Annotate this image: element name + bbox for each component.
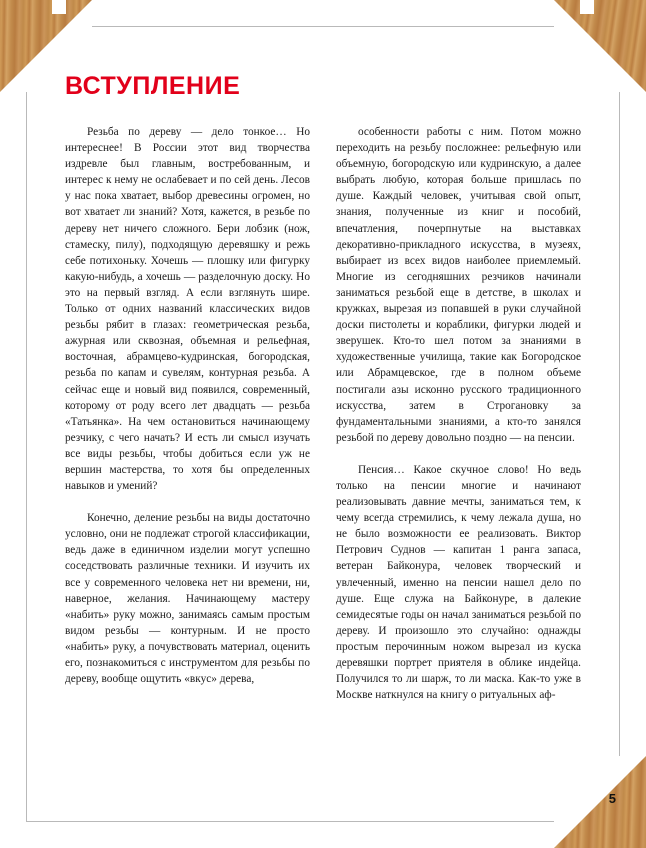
column-left [65,124,310,703]
corner-notch-top-left [52,0,66,14]
page-number: 5 [608,791,616,806]
paragraph: Пенсия… Какое скучное слово! Но ведь только на пенсии многие и начинают реализовывать давние мечты, заниматься тем, к чему всегда стремились, к чему лежала душа, но не было возможности ее реализовать. Виктор Петрович Суднов — капитан 1 ранга запаса, ветеран Байконура, человек творческий и увлеченный, именно на пенсии нашел дело по душе. Еще служа на Байконуре, в далекие семидесятые годы он начал заниматься резьбой по дереву. И произошло это случайно: однажды простым перочинным ножом вырезал из куска деревяшки портрет приятеля в облике индейца. Получился то ли шарж, то ли маска. Как-то уже в Москве наткнулся на книгу о ритуальных аф- [336,463,581,702]
paragraph: Конечно, деление резьбы на виды достаточно условно, они не подлежат строгой классификации, ведь даже в единичном изделии могут успешно соседствовать различные техники. И изучить их все у современного человека нет ни времени, ни, наверное, желания. Начинающему мастеру «набить» руку можно, занимаясь самым простым видом резьбы — контурным. И не просто «набить» руку, а почувствовать материал, оценить его, познакомиться с инструментом для резьбы по дереву, вообще ощутить «вкус» дерева, [65,512,310,686]
paragraph: Резьба по дереву — дело тонкое… Но интереснее! В России этот вид творчества издревле был главным, востребованным, и интерес к нему не ослабевает и по сей день. Лесов у нас пока хватает, выбор древесины огромен, но вот хватает ли знаний? Хотя, кажется, в резьбе по дереву нет ничего сложного. Бери лобзик (нож, стамеску, пилу), подходящую деревяшку и режь себе потихоньку. Хочешь — плошку или фигурку какую-нибудь, а хочешь — разделочную доску. Но это на первый взгляд. А если взглянуть шире. Только от одних названий классических видов резьбы рябит в глазах: геометрическая резьба, ажурная или сквозная, объемная и рельефная, восточная, абрамцево-кудринская, богородская, резьба по капам и сувелям, контурная резьба. А сейчас еще и новый вид появился, современный, которому от роду всего лет двадцать — резьба «Татьянка». На чем остановиться начинающему резчику, с чего начать? И есть ли смысл изучать все виды резьбы, чтобы добиться если уж не вершин мастерства, то хотя бы определенных навыков и умений? [65,126,310,493]
paragraph: особенности работы с ним. Потом можно переходить на резьбу посложнее: рельефную или объемную, богородскую или кудринскую, а далее выбрать любую, которая больше пришлась по душе. Каждый человек, учитывая свой опыт, знания, полученные из книг и пособий, впечатления, почерпнутые на выставках декоративно-прикладного искусства, в музеях, выбирает из всех видов наиболее приемлемый. Многие из сегодняшних резчиков начинали заниматься резьбой еще в детстве, в школах и кружках, вырезая из попавшей в руки случайной доски пистолеты и кораблики, фигурки людей и зверушек. Кто-то шел потом за знаниями в художественные училища, такие как Богородское или Абрамцевское, где в полном объеме постигали азы исконно русского традиционного искусства, затем в Строгановку за фундаментальными знаниями, а кто-то занялся резьбой по дереву довольно поздно — на пенсии. [336,126,581,444]
page-title: ВСТУПЛЕНИЕ [65,72,241,100]
corner-notch-top-right [580,0,594,14]
text-columns [65,124,581,703]
page-content [58,58,590,794]
column-right [336,124,581,703]
